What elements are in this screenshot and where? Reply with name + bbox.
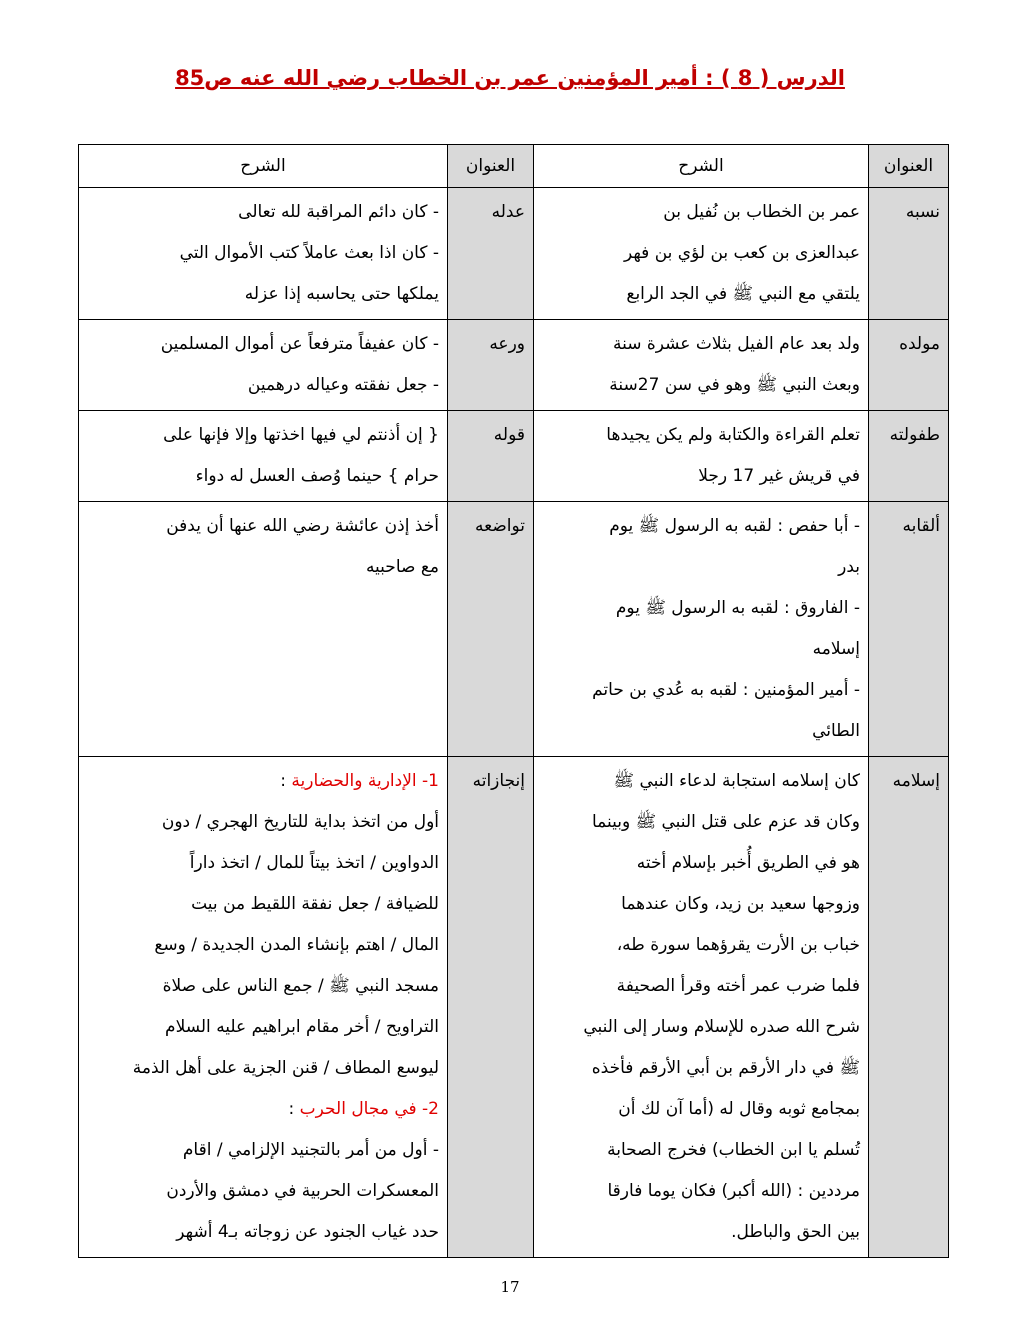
row-title-titles: ألقابه	[869, 502, 949, 757]
row-title-saying: قوله	[448, 411, 534, 502]
table-row	[79, 757, 949, 1258]
row-desc-humility: أخذ إذن عائشة رضي الله عنها أن يدفن مع صاحبيه	[79, 502, 448, 757]
row-title-humility: تواضعه	[448, 502, 534, 757]
row-title-conversion: إسلامه	[869, 757, 949, 1258]
row-desc-conversion: كان إسلامه استجابة لدعاء النبي ﷺ وكان قد عزم على قتل النبي ﷺ وبينما هو في الطريق أُخبر بإسلام أخته وزوجها سعيد بن زيد، وكان عندهما خباب بن الأرت يقرؤهما سورة طه، فلما ضرب عمر أخته وقرأ الصحيفة شرح الله صدره للإسلام وسار إلى النبي ﷺ في دار الأرقم بن أبي الأرقم فأخذه بمجامع ثوبه وقال له (أما آن لك أن تُسلم يا ابن الخطاب) فخرج الصحابة مرددين : (الله أكبر) فكان يوما فارقا بين الحق والباطل.	[534, 757, 869, 1258]
table-header-row	[79, 145, 949, 188]
table-row	[79, 188, 949, 320]
row-desc-titles: - أبا حفص : لقبه به الرسول ﷺ يوم بدر - الفاروق : لقبه به الرسول ﷺ يوم إسلامه - أمير المؤمنين : لقبه به عُدي بن حاتم الطائي	[534, 502, 869, 757]
lesson-title: الدرس ( 8 ) : أمير المؤمنين عمر بن الخطاب رضي الله عنه ص85	[175, 66, 845, 90]
row-desc-saying: { إن أذنتم لي فيها اخذتها وإلا فإنها على حرام } حينما وُصف العسل له دواء	[79, 411, 448, 502]
row-desc-childhood: تعلم القراءة والكتابة ولم يكن يجيدها في قريش غير 17 رجلا	[534, 411, 869, 502]
row-desc-piety: - كان عفيفاً مترفعاً عن أموال المسلمين - جعل نفقته وعياله درهمين	[79, 320, 448, 411]
row-desc-lineage: عمر بن الخطاب بن نُفيل بن عبدالعزى بن كعب بن لؤي بن فهر يلتقي مع النبي ﷺ في الجد الرابع	[534, 188, 869, 320]
war-heading: 2- في مجال الحرب	[299, 1099, 439, 1119]
lesson-table	[78, 144, 949, 1258]
header-title-left: العنوان	[448, 145, 534, 188]
row-title-achievements: إنجازاته	[448, 757, 534, 1258]
admin-heading: 1- الإدارية والحضارية	[291, 771, 439, 791]
row-title-justice: عدله	[448, 188, 534, 320]
row-title-piety: ورعه	[448, 320, 534, 411]
page-number: 17	[500, 1278, 520, 1296]
row-desc-achievements: 1- الإدارية والحضارية : أول من اتخذ بداية للتاريخ الهجري / دون الدواوين / اتخذ بيتاً للمال / اتخذ داراً للضيافة / جعل نفقة اللقيط من بيت المال / اهتم بإنشاء المدن الجديدة / وسع مسجد النبي ﷺ / جمع الناس على صلاة التراويح / أخر مقام ابراهيم عليه السلام ليوسع المطاف / قنن الجزية على أهل الذمة 2- في مجال الحرب : - أول من أمر بالتجنيد الإلزامي / اقام المعسكرات الحربية في دمشق والأردن حدد غياب الجنود عن زوجاته بـ4 أشهر	[79, 757, 448, 1258]
row-desc-birth: ولد بعد عام الفيل بثلاث عشرة سنة وبعث النبي ﷺ وهو في سن 27سنة	[534, 320, 869, 411]
table-row	[79, 320, 949, 411]
row-desc-justice: - كان دائم المراقبة لله تعالى - كان اذا بعث عاملاً كتب الأموال التي يملكها حتى يحاسبه إذا عزله	[79, 188, 448, 320]
header-desc-right: الشرح	[534, 145, 869, 188]
table-row	[79, 411, 949, 502]
row-title-childhood: طفولته	[869, 411, 949, 502]
row-title-lineage: نسبه	[869, 188, 949, 320]
row-title-birth: مولده	[869, 320, 949, 411]
header-desc-left: الشرح	[79, 145, 448, 188]
header-title-right: العنوان	[869, 145, 949, 188]
table-row	[79, 502, 949, 757]
